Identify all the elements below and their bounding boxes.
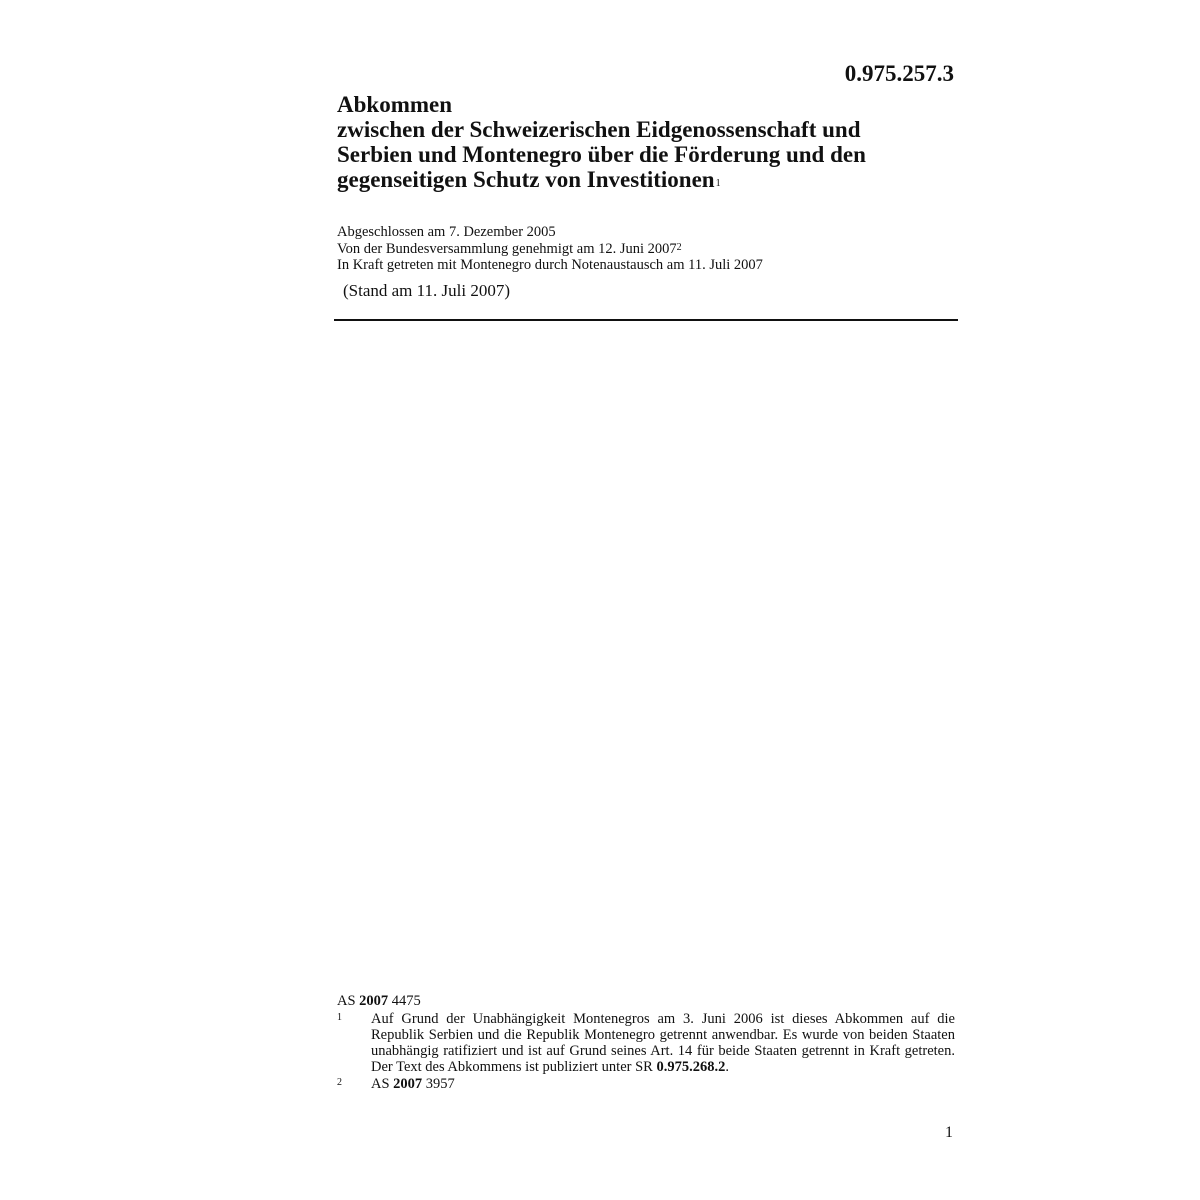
in-force-line: In Kraft getreten mit Montenegro durch Notenaustausch am 11. Juli 2007 — [337, 257, 763, 273]
approval-line — [337, 241, 957, 258]
title-line: zwischen der Schweizerischen Eidgenossenschaft und — [337, 117, 861, 142]
approval-footnote-ref[interactable]: 2 — [676, 241, 682, 253]
footnote-body: Auf Grund der Unabhängigkeit Montenegros am 3. Juni 2006 ist dieses Abkommen auf die Republik Serbien und die Republik Montenegro getrennt anwendbar. Es wurde von beiden Staaten unabhängig ratifiziert und ist auf Grund seines Art. 14 für beide Staaten getrennt in Kraft getreten. Der Text des Abkommens ist publiziert unter SR — [371, 1011, 955, 1075]
footnote-2 — [337, 1076, 957, 1092]
footnote-as-prefix: AS — [371, 1076, 394, 1092]
footnote-text — [371, 1011, 955, 1075]
footnote-1 — [337, 1011, 957, 1075]
title-line-last — [337, 167, 957, 192]
as-year: 2007 — [359, 993, 389, 1009]
as-prefix: AS — [337, 993, 360, 1009]
footnote-number: 1 — [337, 1012, 342, 1023]
footnotes-area — [337, 993, 957, 1092]
status-date: (Stand am 11. Juli 2007) — [343, 281, 510, 300]
title-line: Abkommen — [337, 92, 453, 117]
footnote-sr-ref[interactable]: 0.975.268.2 — [656, 1059, 726, 1075]
document-meta — [337, 224, 957, 274]
footnote-number: 2 — [337, 1077, 342, 1088]
sr-number: 0.975.257.3 — [844, 61, 954, 86]
title-line: Serbien und Montenegro über die Förderung und den — [337, 142, 866, 167]
concluded-date: Abgeschlossen am 7. Dezember 2005 — [337, 224, 556, 240]
title-line-text: gegenseitigen Schutz von Investitionen — [337, 167, 715, 192]
as-reference — [337, 993, 957, 1010]
approval-text: Von der Bundesversammlung genehmigt am 12. Juni 2007 — [337, 240, 677, 257]
document-title — [337, 92, 957, 192]
page-number: 1 — [945, 1124, 953, 1141]
footnote-as-year: 2007 — [393, 1076, 423, 1092]
header-divider — [334, 319, 958, 321]
footnote-suffix: . — [725, 1059, 729, 1075]
title-footnote-ref[interactable]: 1 — [715, 178, 721, 189]
as-page: 4475 — [388, 993, 421, 1009]
footnote-text — [371, 1076, 955, 1092]
footnote-as-page: 3957 — [422, 1076, 455, 1092]
